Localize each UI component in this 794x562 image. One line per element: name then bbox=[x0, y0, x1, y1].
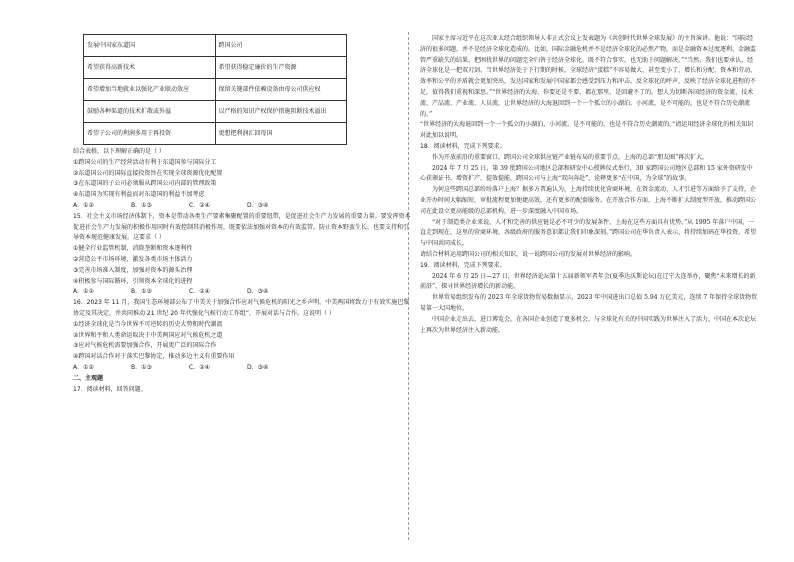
choice-b: B．①③ bbox=[131, 201, 152, 209]
table-row bbox=[84, 79, 347, 101]
material-paragraph: 世界贸易组织发布的 2023 年全球货物贸易数据显示，2023 年中国进出口总值 5.94 万亿美元，连续 7 年保持全球货物贸易第一大国地位。 bbox=[420, 294, 758, 312]
question-15-stem: 15．社会主义市场经济体制下，资本是带动各类生产要素集聚配置的重要纽带，是促进社会生产力发展的重要力量。要发挥资本促进社会生产力发展的积极作用同时有效控制其消极作用，既要依法加强对资本的有效监管，防止资本野蛮生长，也要支持和引导资本规范健康发展。这要求（ ） bbox=[73, 212, 411, 242]
table-cell: 保留关键部件依赖设备由母公司供应权 bbox=[215, 79, 347, 101]
table-row bbox=[84, 123, 347, 145]
q15-option: ②营造公平市场环境，激发各类市场主体活力 bbox=[73, 255, 193, 263]
table-cell: 更想把利润汇回母国 bbox=[215, 123, 347, 145]
choice-a: A．①② bbox=[73, 288, 94, 296]
table-header-row bbox=[84, 35, 347, 57]
q16-choices bbox=[73, 363, 411, 374]
question-14-stem: 结合表格，以下理解正确的是（ ） bbox=[73, 148, 165, 155]
q15-option: ①健全行业监管机制，消除垄断和资本逐利性 bbox=[73, 245, 193, 253]
material-paragraph: 中国企业走出去、进口博览会，在各国企业创造了更多机会，与全球化有关的中国实践为世界注入了活力，中国在本次论坛上再次为世界经济注入新动能。 bbox=[420, 315, 757, 334]
question-18-prompt: 请结合材料运用跨国公司的相关知识，说一说跨国公司的发展对世界经济的影响。 bbox=[420, 250, 637, 258]
table-header-cell: 发展中国家东道国 bbox=[84, 35, 216, 57]
material-paragraph: 作为开放前沿的重要窗口，跨国公司全球供应链产业链布局的重要节点，上海的总部“朋友圈”再次扩大。 bbox=[432, 153, 709, 161]
material-paragraph: 国家主席习近平在这次亚太经合组织领导人非正式会议上发表题为《共创时代世界全球发展》的主旨演讲。他说：“国际经济的很多问题，并不是经济全球化造成的。比如，国际金融危机并不是经济全球化的必然产物，而是金融资本过度逐利、金融监管严重缺失的结果。把困扰世界的问题完全归咎于经济全球化，既不符合事实，也无助于问题解决。”“当然，我们也要承认，经济全球化是一把双刃剑。当世界经济处于下行期的时候，全球经济“蛋糕”不容易做大，甚至变小了，增长和分配、资本和劳动、效率和公平的矛盾就会更加突出，发达国家和发展中国家都会感受到压力和冲击。反全球化的呼声，反映了经济全球化进程的不足，值得我们重视和深思。”“世界经济的大海，你要还是不要，都在那里，是回避不了的。想人为切断各国经济的资金流、技术流、产品流、产业流、人员流，让世界经济的大海退回到一个一个孤立的小湖泊、小河流，是不可能的，也是不符合历史潮流的。” bbox=[420, 35, 757, 118]
choice-c: C．②④ bbox=[189, 288, 210, 296]
section-heading: 二、主观题 bbox=[73, 374, 104, 382]
material-paragraph: 2024 年 6 月 25 日—27 日，世界经济论坛第十五届新领军者年会(夏季达沃斯论坛)在辽宁大连举办，聚焦“未来增长的新前沿”，探寻世界经济增长的新动能。 bbox=[420, 272, 756, 291]
table-header-cell: 跨国公司 bbox=[215, 35, 347, 57]
left-column bbox=[73, 34, 411, 395]
table-cell: 希望子公司的利润多用于再投资 bbox=[84, 123, 216, 145]
column-divider bbox=[408, 32, 409, 540]
question-17-prompt: “世界经济的大海退回到一个一个孤立的小湖泊、小河流，是不可能的，也是不符合历史潮流的。”请运用经济全球化的相关知识对此加以说明。 bbox=[420, 121, 754, 140]
q16-option: ②世界和平和人类命运取决于中美两国应对气候危机之道 bbox=[73, 331, 223, 339]
table-cell: 希望获得稳定廉价的生产资源 bbox=[215, 57, 347, 79]
q16-option: ④跨国对话合作对于落实巴黎协定，推动多边主义有重要作用 bbox=[73, 353, 235, 361]
table-cell: 希望增加当地就业以强化产业联动效应 bbox=[84, 79, 216, 101]
question-17-stem: 17．阅读材料，回答问题。 bbox=[73, 385, 147, 393]
table-cell: 希望获得高新技术 bbox=[84, 57, 216, 79]
choice-a: A．①② bbox=[73, 363, 94, 371]
q14-option: ④东道国为实现有利益而对东道国的利益不加考虑 bbox=[73, 191, 205, 199]
question-18-stem: 18．阅读材料，完成下列要求。 bbox=[420, 142, 506, 150]
table-row bbox=[84, 101, 347, 123]
q14-option: ①跨国公司的生产经营活动有利于东道国参与国际分工 bbox=[73, 158, 217, 166]
q15-choices bbox=[73, 287, 411, 298]
question-19-stem: 19．阅读材料，完成下列要求。 bbox=[420, 261, 506, 269]
table-cell: 鼓励各种渠道的技术扩散或外溢 bbox=[84, 101, 216, 123]
q14-choices bbox=[73, 201, 411, 212]
choice-d: D．③④ bbox=[247, 363, 269, 371]
table-row bbox=[84, 57, 347, 79]
q14-option: ③在东道国的子公司必须服从跨国公司内部的管理政策 bbox=[73, 180, 217, 188]
choice-b: B．①③ bbox=[131, 363, 152, 371]
choice-c: C．②④ bbox=[189, 363, 210, 371]
q15-option: ③完善市场准入制度，加强对资本的源头治理 bbox=[73, 266, 193, 274]
material-paragraph: “对于制造类企业来说，人才和完善的供应链是必不可少的发展条件，上海在这些方面具有优势。”从 1995 年落户中国，一直走到现在，这里的营商环境，各级政府的服务意识都让我们印象深刻。”跨国公司在华负责人表示，将持续加码在华投资，希望与中国共同成长。 bbox=[420, 218, 757, 248]
q16-option: ③应对气候危机需要加强合作，开展更广泛的国际合作 bbox=[73, 342, 217, 350]
choice-d: D．③④ bbox=[247, 201, 269, 209]
right-column bbox=[420, 34, 758, 336]
choice-b: B．①③ bbox=[131, 288, 152, 296]
q16-option: ①经济全球化是当今世界不可逆转的历史大势和时代潮流 bbox=[73, 320, 223, 328]
q15-option: ④积极参与国际循环，引领资本全球化的进程 bbox=[73, 277, 193, 285]
choice-d: D．③④ bbox=[247, 288, 269, 296]
table-cell: 以严格的知识产权保护措施阻断技术溢出 bbox=[215, 101, 347, 123]
choice-a: A．①② bbox=[73, 201, 94, 209]
material-paragraph: 为何这些跨国总部纷纷落户上海？据多方普遍认为，上海持续优化营商环境，在资金流动、人才引进等方面给予了支持，企业开办时间大幅缩短，审批流程更加便捷高效，还有更多的配套服务。在开放合作方面，上海不断扩大制度型开放，推动跨国公司在此设立更高能级的总部机构，进一步深度融入中国市场。 bbox=[420, 186, 757, 215]
q14-option: ②东道国公司的国际直接投资旨在实现全球资源优化配置 bbox=[73, 169, 223, 177]
material-paragraph: 2024 年 7 月 25 日，第 39 批跨国公司地区总部和研发中心授牌仪式举行，30 家跨国公司地区总部和 15 家外资研发中心获颁证书，增资扩产、提效提能，跨国公司与上海“双向奔赴”，诠释更多“在中国，为全球”的故事。 bbox=[420, 164, 753, 183]
comparison-table bbox=[83, 34, 347, 145]
choice-c: C．②④ bbox=[189, 201, 210, 209]
question-16-stem: 16．2023 年 11 月，我国生态环境部公布了中美关于加强合作应对气候危机的阳光之乡声明。中美两国将致力于有效实施巴黎协定及其决定，并共同推动 21 世纪 20 年代强化气候行动工作组”，开展对话与合作。这说明（ ） bbox=[73, 299, 410, 317]
